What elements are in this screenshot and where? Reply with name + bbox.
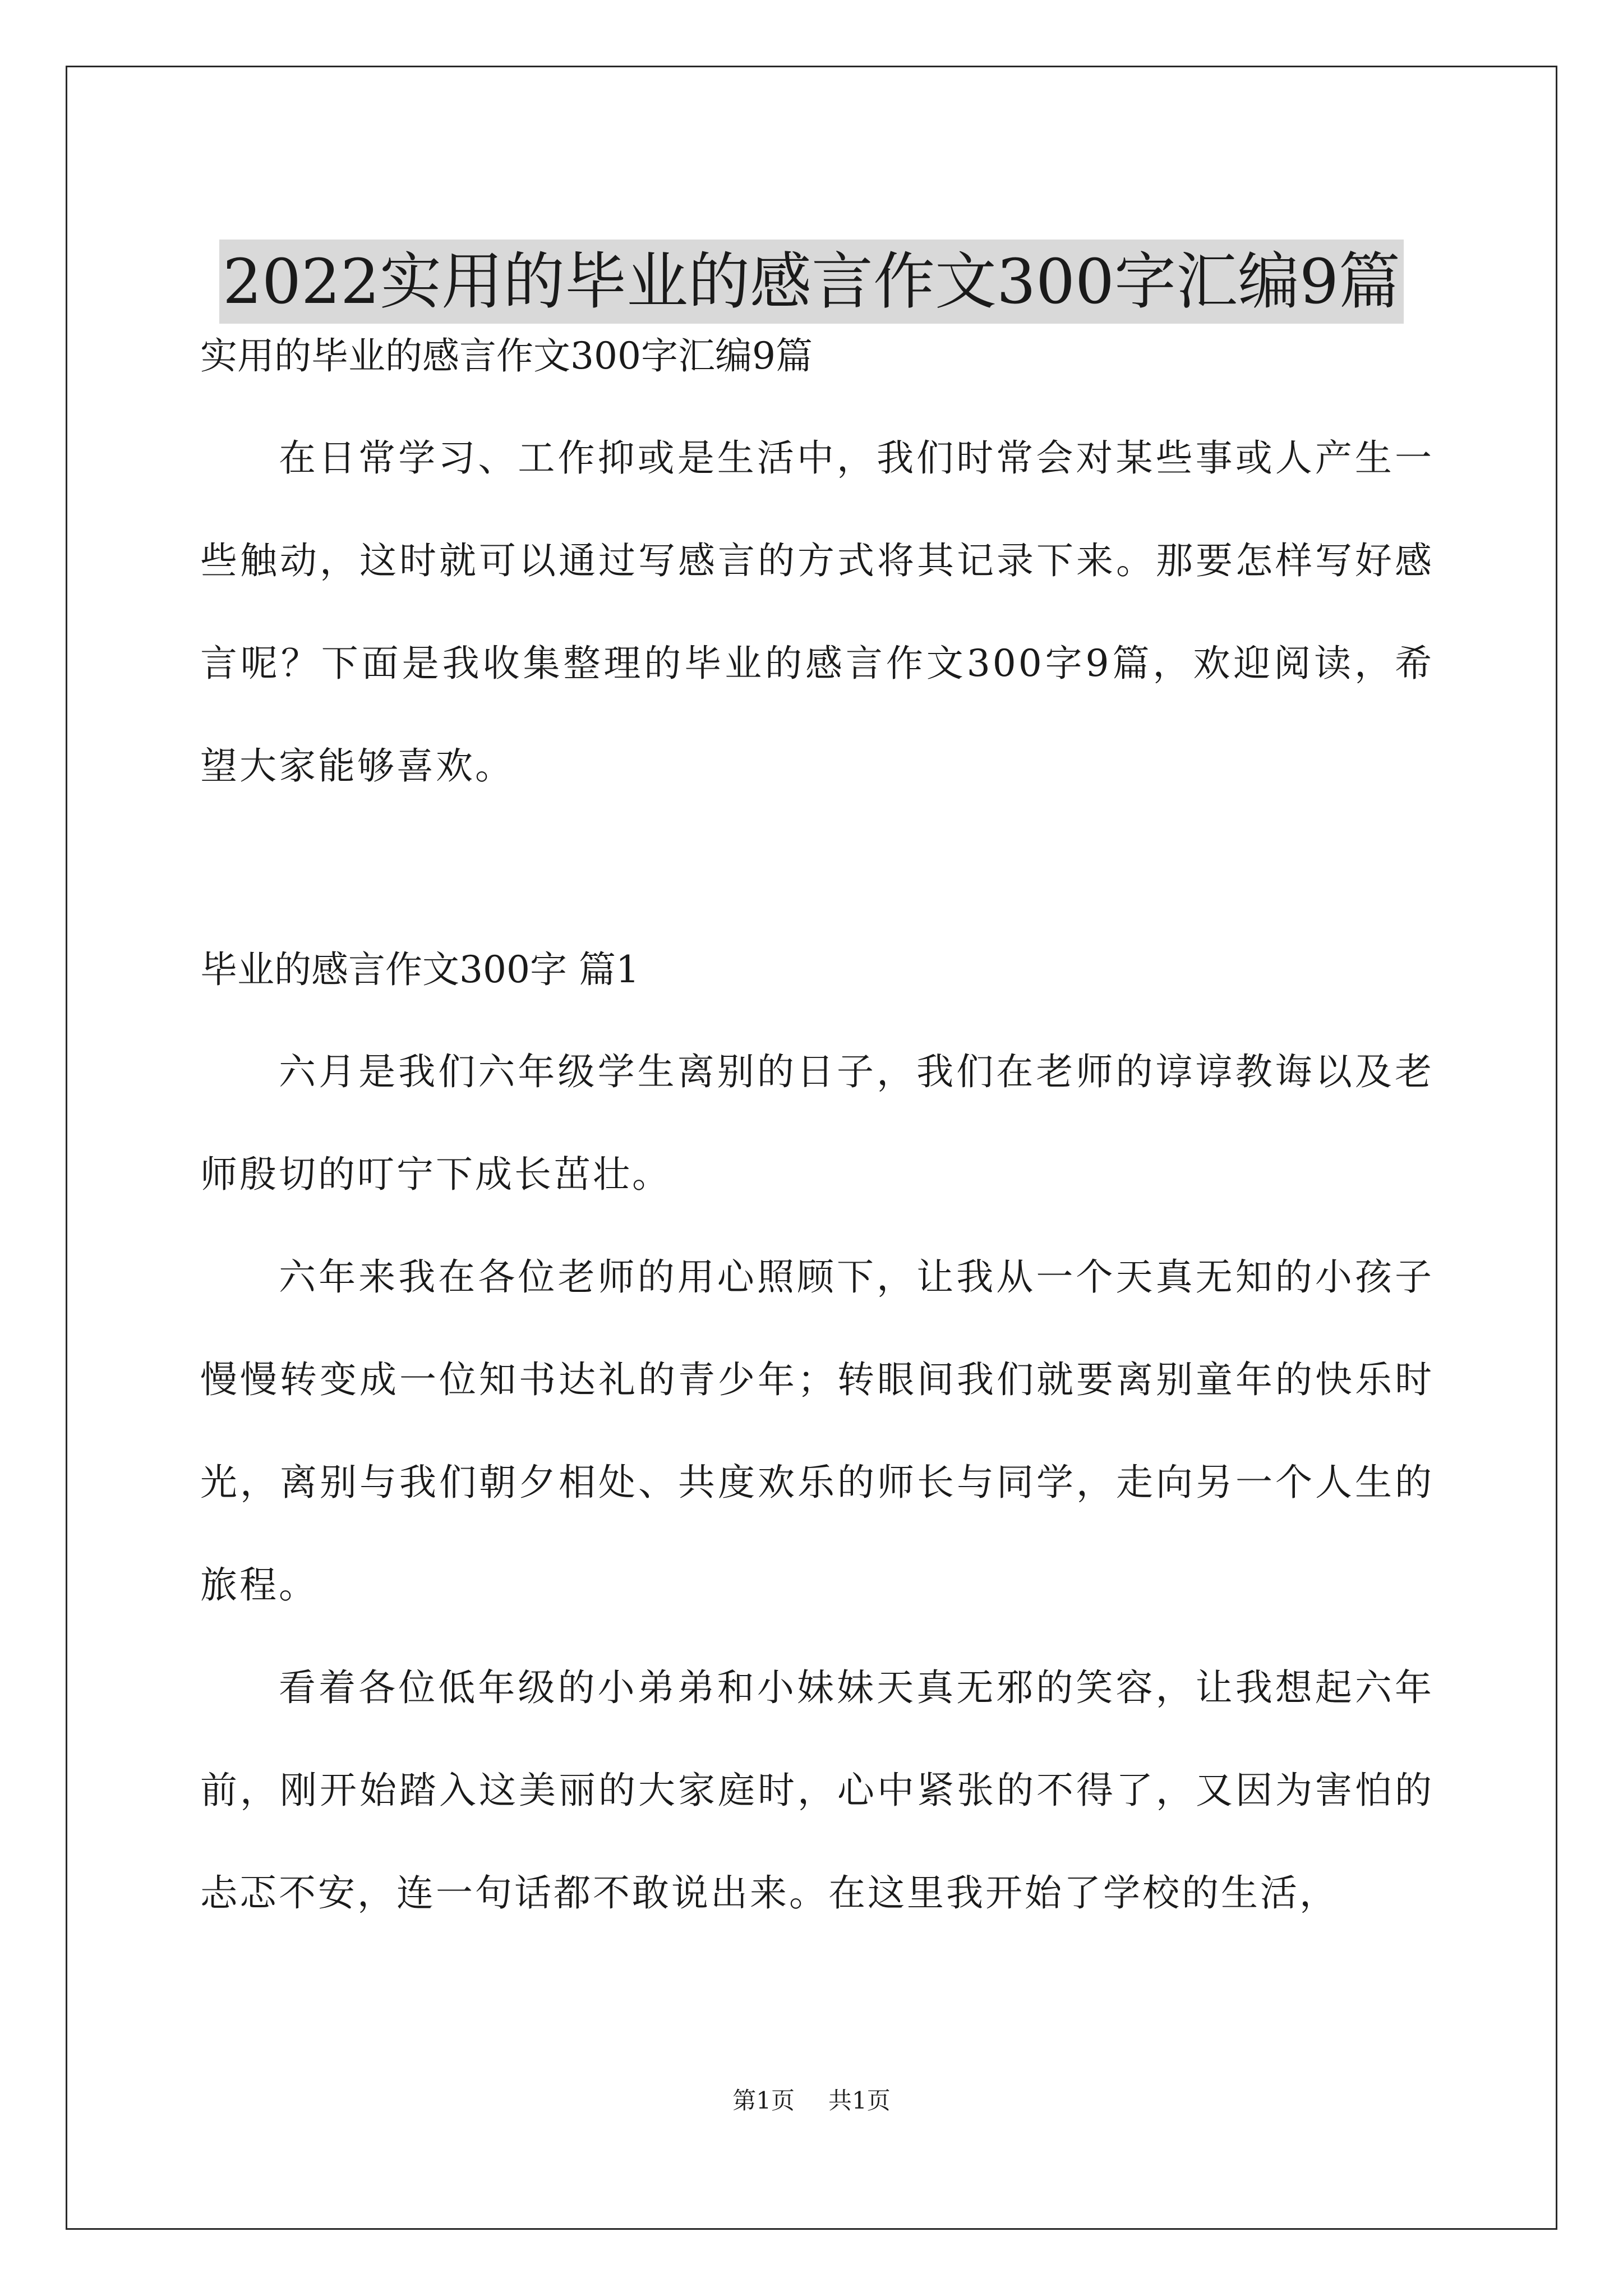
section-heading: 毕业的感言作文300字 篇1 bbox=[200, 948, 639, 991]
body-paragraph: 六月是我们六年级学生离别的日子，我们在老师的谆谆教诲以及老师殷切的叮宁下成长茁壮。 bbox=[200, 1050, 1434, 1196]
body-paragraph: 看着各位低年级的小弟弟和小妹妹天真无邪的笑容，让我想起六年前，刚开始踏入这美丽的大家庭时，心中紧张的不得了，又因为害怕的忐忑不安，连一句话都不敢说出来。在这里我开始了学校的生活， bbox=[200, 1666, 1434, 1915]
body-paragraph: 六年来我在各位老师的用心照顾下，让我从一个天真无知的小孩子慢慢转变成一位知书达礼的青少年；转眼间我们就要离别童年的快乐时光，离别与我们朝夕相处、共度欢乐的师长与同学，走向另一个人生的旅程。 bbox=[200, 1255, 1434, 1607]
document-subtitle: 实用的毕业的感言作文300字汇编9篇 bbox=[200, 334, 813, 378]
intro-paragraph: 在日常学习、工作抑或是生活中，我们时常会对某些事或人产生一些触动，这时就可以通过写感言的方式将其记录下来。那要怎样写好感言呢？下面是我收集整理的毕业的感言作文300字9篇，欢迎阅读，希望大家能够喜欢。 bbox=[200, 436, 1434, 788]
document-title: 2022实用的毕业的感言作文300字汇编9篇 bbox=[219, 240, 1404, 324]
page-number-current: 第1页 bbox=[732, 2087, 795, 2114]
section-spacer bbox=[200, 817, 1434, 919]
page-footer bbox=[0, 2084, 1623, 2118]
page-number-total: 共1页 bbox=[828, 2087, 891, 2114]
document-body bbox=[200, 306, 1434, 1944]
